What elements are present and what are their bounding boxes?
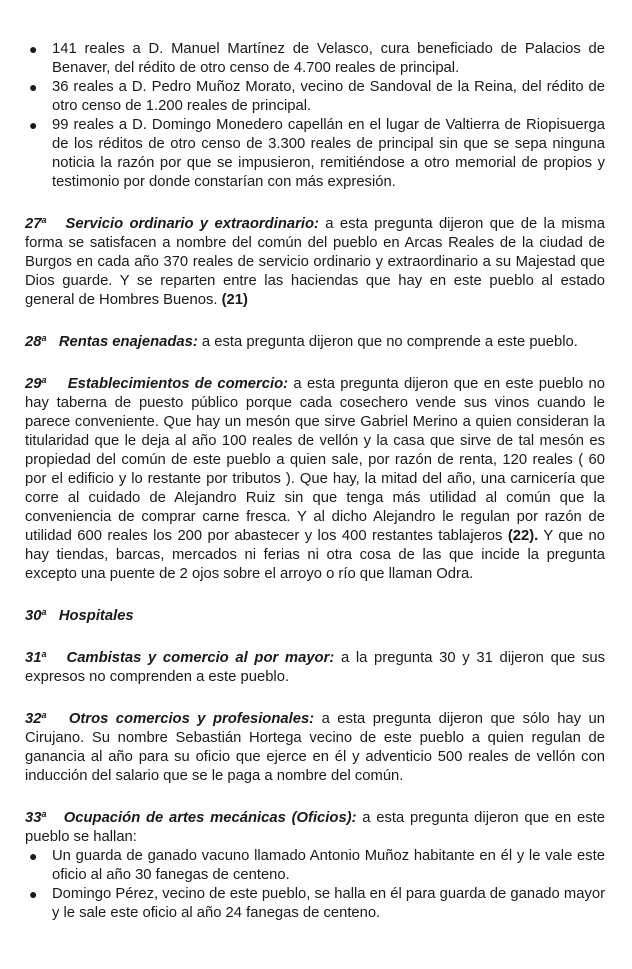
- question-number: 32$^a$: [25, 710, 47, 727]
- list-item: [25, 847, 605, 885]
- question-27: [25, 211, 605, 310]
- question-number: 31$^a$: [25, 649, 47, 666]
- list-item-text: 141 reales a D. Manuel Martínez de Velasco, cura beneficiado de Palacios de Benaver, del rédito de otro censo de 4.700 reales de principal.: [52, 41, 605, 76]
- question-29: [25, 371, 605, 584]
- payments-bullet-list: [25, 40, 605, 192]
- list-item: [25, 116, 605, 192]
- question-33: [25, 805, 605, 847]
- bullet-icon: ●: [29, 79, 38, 95]
- question-title: Cambistas y comercio al por mayor:: [66, 650, 335, 666]
- question-number: 28$^a$: [25, 333, 47, 350]
- bullet-icon: ●: [29, 41, 38, 57]
- question-answer: a esta pregunta dijeron que sólo hay un Cirujano. Su nombre Sebastián Hortega vecino de este pueblo a quien regulan de ganancia al año para su oficio que ejerce en él y adventicio 500 reales de vellón con inducción del salario que se le paga a nombre del común.: [25, 711, 605, 784]
- question-number: 33$^a$: [25, 809, 47, 826]
- question-title: Otros comercios y profesionales:: [68, 711, 315, 727]
- question-title: Rentas enajenadas:: [58, 334, 198, 350]
- question-answer: a esta pregunta dijeron que no comprende a este pueblo.: [197, 334, 578, 350]
- question-title: Servicio ordinario y extraordinario:: [65, 216, 319, 232]
- question-number: 29$^a$: [25, 375, 47, 392]
- list-item-text: 99 reales a D. Domingo Monedero capellán en el lugar de Valtierra de Riopisuerga de los réditos de otro censo de 3.300 reales de principal sin que se sepa ninguna noticia la razón por que se impusieron, remitiéndose a otro memorial de propios y testimonio por donde constarían con más expresión.: [52, 117, 605, 190]
- list-item: [25, 40, 605, 78]
- question-answer: a esta pregunta dijeron que en este pueblo se hallan:: [25, 810, 605, 845]
- list-item-text: Un guarda de ganado vacuno llamado Antonio Muñoz habitante en él y le vale este oficio al año 30 fanegas de centeno.: [52, 848, 605, 883]
- list-item: [25, 78, 605, 116]
- bullet-icon: ●: [29, 886, 38, 902]
- question-number: 27$^a$: [25, 215, 47, 232]
- trades-bullet-list: [25, 847, 605, 923]
- question-title: Establecimientos de comercio:: [67, 376, 289, 392]
- question-30: [25, 603, 605, 626]
- footnote-ref: (22).: [507, 528, 539, 544]
- question-title: Ocupación de artes mecánicas (Oficios):: [63, 810, 357, 826]
- question-answer: a la pregunta 30 y 31 dijeron que sus expresos no comprenden a este pueblo.: [25, 650, 605, 685]
- question-title: Hospitales: [58, 608, 134, 624]
- question-32: [25, 706, 605, 786]
- question-answer: a esta pregunta dijeron que en este pueblo no hay taberna de puesto público porque cada cosechero vende sus vinos cuando le parece conveniente. Que hay un mesón que sirve Gabriel Merino a quien consideran la titularidad que le deja al año 100 reales de vellón y la casa que sirve de tal mesón es propiedad del común de este pueblo a quien sale, por razón de renta, 120 reales ( 60 por el edificio y lo restante por tributos ). Que hay, la mitad del año, una carnicería que corre al cuidado de Alejandro Ruiz sin que tenga más utilidad al común que la conveniencia de comprar carne fresca. Y al dicho Alejandro le regulan por razón de utilidad 600 reales los 200 por abastecer y los 400 restantes tablajeros: [25, 376, 605, 544]
- question-number: 30$^a$: [25, 607, 47, 624]
- footnote-ref: (21): [221, 292, 248, 308]
- list-item-text: 36 reales a D. Pedro Muñoz Morato, vecino de Sandoval de la Reina, del rédito de otro censo de 1.200 reales de principal.: [52, 79, 605, 114]
- question-28: [25, 329, 605, 352]
- list-item: [25, 885, 605, 923]
- list-item-text: Domingo Pérez, vecino de este pueblo, se halla en él para guarda de ganado mayor y le sale este oficio al año 24 fanegas de centeno.: [52, 886, 605, 921]
- question-answer: a esta pregunta dijeron que de la misma forma se satisfacen a nombre del común del pueblo en Arcas Reales de la ciudad de Burgos en cada año 370 reales de servicio ordinario y extraordinario a su Majestad que Dios guarde. Y se reparten entre las haciendas que hay en este pueblo al estado general de Hombres Buenos.: [25, 216, 605, 308]
- bullet-icon: ●: [29, 117, 38, 133]
- bullet-icon: ●: [29, 848, 38, 864]
- question-31: [25, 645, 605, 687]
- question-answer-continued: Y que no hay tiendas, barcas, mercados ni ferias ni otra cosa de las que incide la pregunta excepto una puente de 2 ojos sobre el arroyo o río que llaman Odra.: [25, 528, 605, 582]
